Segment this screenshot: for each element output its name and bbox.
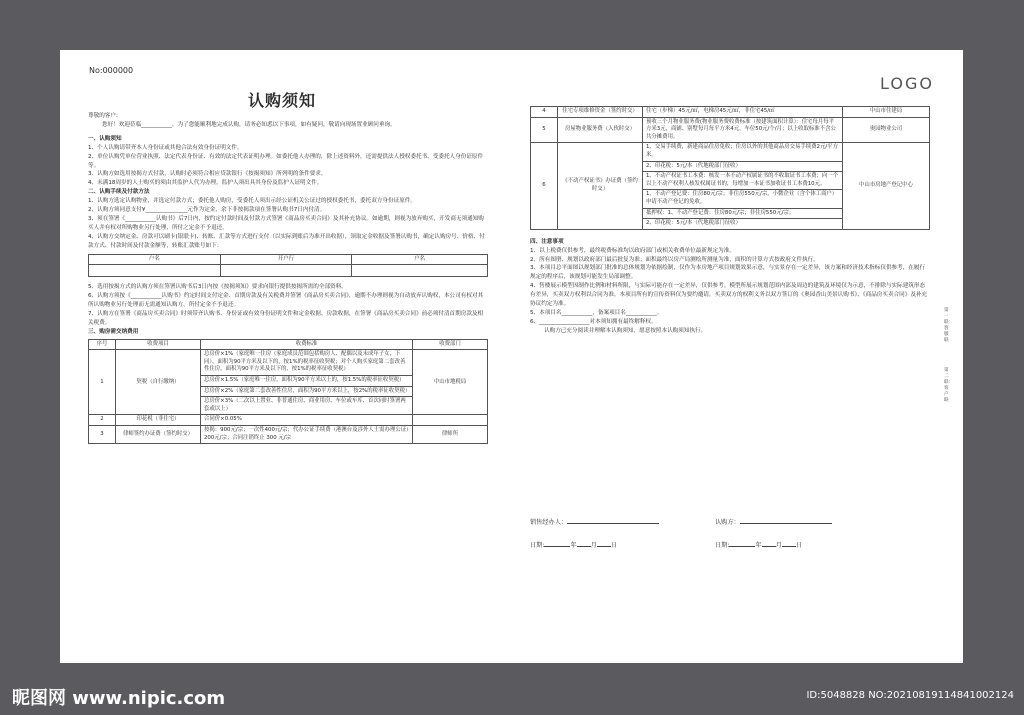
fee-standard: 抵押权：1、不动产登记费：住房80元/宗；非住房550元/宗； [643, 208, 843, 219]
table-row [89, 415, 488, 426]
fee-dept [413, 415, 488, 426]
intro-paragraph: 您好！欢迎莅临___________。为了您能顺利地完成认购，请务必知悉以下事项，如有疑问，敬请向现场置业顾问垂询。 [102, 121, 396, 128]
fee-dept: 律师所 [413, 425, 488, 443]
fee-standard: 1、不动产权证书工本费：核发一本不动产权属证书的不收取证书工本费；向一个以上不动产权利人核发权属证书的，每增加一本证书加收证书工本费10元。 [643, 172, 843, 190]
fee-standard: 住宅（步梯）45元/㎡，电梯房45元/㎡，非住宅45/㎡ [643, 107, 843, 118]
day-field[interactable] [597, 546, 611, 547]
month-field[interactable] [762, 546, 776, 547]
fee-item: 住宅专项维修资金（签约时交） [558, 107, 643, 118]
table-row [89, 350, 488, 376]
fee-table-continued [530, 106, 930, 230]
fee-standard: 2、印花税：5元/本（代地税部门征收） [643, 161, 843, 172]
left-column [88, 112, 488, 444]
s4-item: 2、所有图册、规划以政府部门最后批复为准；面积最终以房产局测绘所测量为准，面积的计算方式按政府文件执行。 [530, 256, 819, 263]
s1-item: 4、未满18周岁的人士购买的须由其监护人代为办理，监护人须出具其身份及监护人证明文件。 [88, 180, 323, 187]
s1-item: 1、个人认购请带齐本人身份证或其他合法有效身份证明文件。 [88, 144, 243, 151]
month-field[interactable] [577, 546, 591, 547]
page-title: 认购须知 [248, 91, 317, 110]
bank-account-table [88, 254, 488, 278]
greeting: 尊敬的客户: [88, 113, 118, 119]
fee-standard: 1、交易手续费，新建商品住房免收；住房以外的其他商品房交易手续费2元/平方米。 [643, 143, 843, 161]
sales-agent-line[interactable] [567, 523, 659, 524]
fee-item: 契税（自行缴纳） [116, 350, 201, 415]
fee-standard: 预收三个月物业服务费(物业服务费收费标准（按建筑面积计算）：住宅每月每平方米3元，商铺、别墅每月每平方米4元，车位50元/个/月；以上收取标准不含公共分摊费用。 [643, 117, 843, 143]
fee-item: 印花税（非住宅） [116, 415, 201, 426]
fee-table [88, 339, 488, 445]
day-label: 日 [610, 542, 618, 549]
fee-no: 4 [531, 107, 558, 118]
year-label: 年 [570, 542, 577, 549]
section-1-title: 一、认购须知 [88, 135, 122, 142]
fee-standard: 总房价×3%（二次以上置业、非普通住房、商业用房、车位或车库、首次同时签署两套或以上） [201, 397, 413, 415]
buyer-date [715, 540, 802, 549]
s4-item: 6、__________________对本须知拥有最终解释权。 [530, 318, 657, 325]
s4-item: 3、本项目总平面图以规划部门批准的总体规划为依据绘制，仅作为本房地产项目规划效果示意，与实景存在一定差异，该方案和经济技术指标仅供参考，在履行规定的程序后，该规划可能发生局部调整。 [530, 265, 926, 281]
table-row [89, 425, 488, 443]
s1-item: 3、认购方如选用按揭方式付款，认购时必须符合相应贷款银行《按揭须知》所列明的条件要求。 [88, 171, 327, 178]
fee-standard: 总房价×1%（家庭唯一住房（家庭成员范围包括购房人、配偶以及未成年子女，下同），面积为90平方米及以下的，按1%的税率征收契税；对个人购买家庭第二套改善性住房，面积为90平方米及以下的，按1%的税率征收契税） [201, 350, 413, 376]
table-row [531, 117, 930, 143]
bank-cell[interactable] [220, 265, 352, 277]
s4-item: 5、本项目名___________，备案项目名___________。 [530, 309, 663, 316]
fee-dept: 奥园物业公司 [843, 117, 930, 143]
s2-item: 4、认购方交纳定金、房款可以刷卡(银联卡)、转账、汇款等方式进行支付（以实际到账后为准开出收据），领取定金收据及签署认购书，确定认购房号、价格、付款方式、付款时间及付款金额等，转账汇款账号如下： [88, 233, 485, 249]
date-label: 日期: [530, 542, 545, 549]
fee-item: 《不动产权证书》办证费（签约时交） [558, 143, 643, 229]
document-number: No:000000 [89, 66, 134, 75]
fee-item: 律师签约办证费（签约时交） [116, 425, 201, 443]
fee-standard: 总房价×2%（家庭第二套改善性住房，面积为90平方米以上，按2%的税率征收契税） [201, 386, 413, 397]
day-label: 日 [795, 542, 803, 549]
month-label: 月 [590, 542, 597, 549]
bank-header: 开户行 [220, 254, 352, 265]
fee-no: 2 [89, 415, 116, 426]
fee-dept: 中山市房地产登记中心 [843, 143, 930, 229]
fee-dept: 中山市住建局 [843, 107, 930, 118]
section-2-title: 二、认购手续及付款方法 [88, 189, 150, 196]
side-note-copy-2: 第二联：客户联 [944, 368, 954, 403]
bank-cell[interactable] [89, 265, 221, 277]
fee-standard: 1、不动产登记费：住房80元/宗；非住房550元/宗，小微企业（含个体工商户）申请不动产登记的免收。 [643, 190, 843, 208]
logo-placeholder: LOGO [880, 74, 934, 93]
fee-standard: 合同价×0.05% [201, 415, 413, 426]
month-label: 月 [775, 542, 782, 549]
right-column [530, 106, 930, 336]
buyer-line[interactable] [740, 523, 832, 524]
sales-agent-label: 销售经办人： [530, 519, 568, 526]
agent-date [530, 540, 617, 549]
fee-standard: 2、印花税：5元/本（代地税部门征收） [643, 219, 843, 230]
watermark-id: ID:5048828 NO:20210819114841002124 [806, 690, 1014, 701]
fee-header: 收费部门 [413, 339, 488, 350]
s1-item: 2、单位认购凭单位营业执照、法定代表身份证、有效的法定代表证明办理。如委托他人办理的，除上述资料外，还需提供法人授权委托书、受委托人身份证原件等。 [88, 153, 484, 169]
s2-item: 7、认购方在签署《商品房买卖合同》时须带齐认购书、身份证或有效身份证明文件和定金收据、房款收据，在签署《商品房买卖合同》前必须付清首期房款及相关税费。 [88, 310, 484, 326]
fee-no: 3 [89, 425, 116, 443]
table-row [531, 143, 930, 161]
fee-standard: 按揭：900元/宗；一次性400元/宗；代办公证手续费（港澳台及涉外人士需办理公证）200元/宗；合同注销终止 300 元/宗 [201, 425, 413, 443]
watermark-site: 昵图网 www.nipic.com [12, 688, 226, 709]
fee-dept: 中山市地税局 [413, 350, 488, 415]
side-note-copy-1: 第一联：客服联 [944, 308, 954, 343]
s2-item: 1、认购方选定认购物业，并选定付款方式；委托他人购房，受委托人须出示经公证机关公证过的授权委托书，委托双方身份证原件。 [88, 198, 416, 205]
s2-item: 3、须在签署《___________认购书》后7日内，按约定付款时间及付款方式签署《商品房买卖合同》及其补充协议。如逾期，则视为放弃购买，开发商无须通知购买人并有权对所购物业另行处理，所付之定金不予退还。 [88, 215, 484, 231]
date-label: 日期: [715, 542, 730, 549]
fee-no: 5 [531, 117, 558, 143]
table-row [531, 107, 930, 118]
fee-standard: 总房价×1.5%（家庭唯一住房，面积为90平方米以上的，按1.5%的税率征收契税） [201, 376, 413, 387]
bank-cell[interactable] [352, 265, 488, 277]
s4-item: 1、以上税费仅供参考，最终税费标准均以政府部门或相关收费单位最新规定为准。 [530, 247, 735, 254]
day-field[interactable] [782, 546, 796, 547]
s4-item: 4、售楼展示模型因制作比例和材料所限，与实际可能存在一定差异，仅供参考。模型所展示规划范围内部及周边的建筑及环境仅为示意，不排除与实际建筑形态有差异，买卖双方权利以合同为准。本项目所有的宣传资料仅为要约邀请，买卖双方的权利义务以双方签订的《奥园香山美景认购书》、《商品房买卖合同》及补充协议约定为准。 [530, 283, 928, 308]
year-label: 年 [755, 542, 762, 549]
section-4-title: 四、注意事项 [530, 238, 564, 245]
section-3-title: 三、购房需交纳费用 [88, 328, 139, 335]
s2-item: 6、认购方须按《___________认购书》约定时间支付定金、首期房款及有关税费并签署《商品房买卖合同》，逾期不办理则视为自动放弃认购权，本公司有权对其所认购物业另行处理而无需通知认购方，所付定金不予退还。 [88, 293, 484, 308]
bank-header: 户名 [352, 254, 488, 265]
s2-item: 2、认购方须同意支付¥_______________元作为定金，余下非按揭款项在签署认购书7日内付清。 [88, 207, 326, 214]
buyer-label: 认购方： [715, 519, 740, 526]
document-sheet [60, 50, 963, 663]
buyer-signature [715, 517, 832, 526]
fee-item: 房屋物业服务费（入伙时交） [558, 117, 643, 143]
bank-header: 户名 [89, 254, 221, 265]
fee-no: 1 [89, 350, 116, 415]
year-field[interactable] [729, 546, 755, 547]
fee-header: 序号 [89, 339, 116, 350]
s2-item: 5、选用按揭方式的认购方须在签署认购书后3日内按《按揭须知》要求向银行提供按揭所需的全部资料。 [88, 284, 347, 291]
sales-agent-signature [530, 517, 659, 526]
year-field[interactable] [544, 546, 570, 547]
fee-header: 收费标准 [201, 339, 413, 350]
fee-header: 收费项目 [116, 339, 201, 350]
s4-item: 认购方已充分阅读并理解本认购须知，愿意按照本认购须知执行。 [544, 327, 707, 334]
fee-no: 6 [531, 143, 558, 229]
